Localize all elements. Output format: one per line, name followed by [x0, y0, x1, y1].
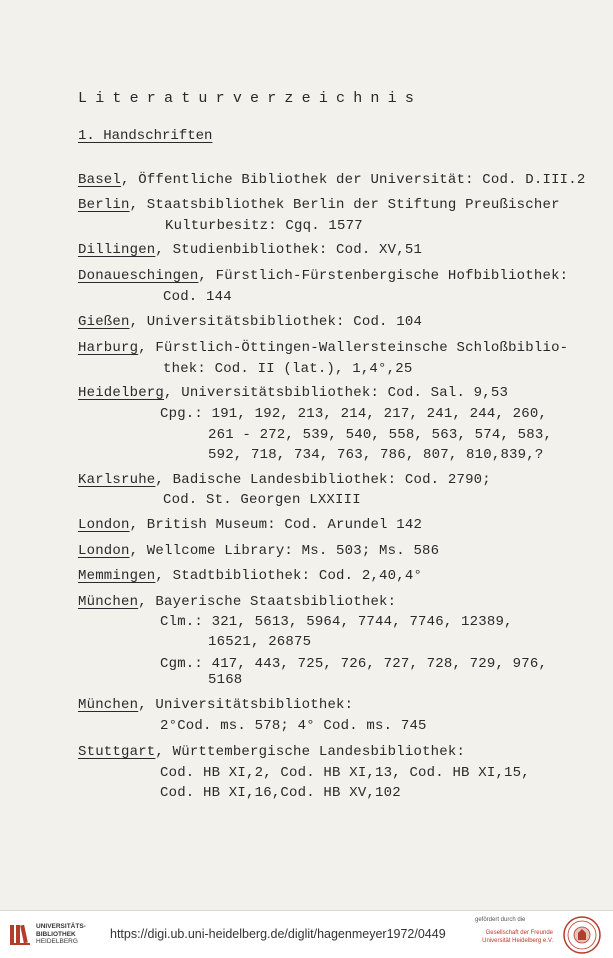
place-name: Gießen	[78, 314, 130, 330]
place-name: Donaueschingen	[78, 268, 199, 284]
place-name: München	[78, 697, 139, 713]
entry-text: , Württembergische Landesbibliothek:	[155, 744, 466, 760]
library-name-line: HEIDELBERG	[36, 938, 78, 945]
viewer-footer	[0, 910, 613, 958]
entry-line	[78, 543, 439, 559]
entry-text: , Fürstlich-Fürstenbergische Hofbibliothek:	[198, 268, 569, 284]
place-name: Harburg	[78, 340, 139, 356]
entry-continuation: Kulturbesitz: Cgq. 1577	[165, 218, 363, 234]
entry-text: , Studienbibliothek: Cod. XV,51	[155, 242, 423, 258]
section-title: 1. Handschriften	[78, 128, 213, 144]
entry-continuation: 592, 718, 734, 763, 786, 807, 810,839,?	[208, 447, 544, 463]
entry-continuation: 261 - 272, 539, 540, 558, 563, 574, 583,	[208, 427, 553, 443]
entry-line	[78, 472, 491, 488]
sponsor-label: gefördert durch die	[475, 917, 526, 923]
sponsor-society	[478, 929, 553, 945]
library-name	[36, 923, 86, 946]
entry-text: , Fürstlich-Öttingen-Wallersteinsche Schloßbiblio-	[138, 340, 569, 356]
entry-continuation: Cod. HB XI,16,Cod. HB XV,102	[160, 785, 401, 801]
place-name: London	[78, 517, 130, 533]
place-name: Basel	[78, 172, 122, 188]
library-logo-icon	[8, 921, 34, 947]
page-heading: Literaturverzeichnis	[78, 90, 423, 107]
society-line: Universität Heidelberg e.V.	[482, 938, 553, 944]
entry-continuation: Cgm.: 417, 443, 725, 726, 727, 728, 729, 976,	[160, 656, 548, 672]
entry-text: , Stadtbibliothek: Cod. 2,40,4°	[155, 568, 423, 584]
entry-line	[78, 744, 465, 760]
place-name: Memmingen	[78, 568, 156, 584]
entry-line	[78, 517, 422, 533]
entry-continuation: 5168	[208, 672, 243, 688]
entry-text: , Staatsbibliothek Berlin der Stiftung Preußischer	[129, 197, 560, 213]
entry-line	[78, 197, 560, 213]
entry-line	[78, 697, 353, 713]
entry-text: , Wellcome Library: Ms. 503; Ms. 586	[129, 543, 440, 559]
entry-line	[78, 242, 422, 258]
entry-line	[78, 385, 508, 401]
entry-line	[78, 594, 396, 610]
entry-line	[78, 268, 568, 284]
place-name: Dillingen	[78, 242, 156, 258]
place-name: Berlin	[78, 197, 130, 213]
entry-line	[78, 314, 422, 330]
university-seal-icon	[562, 915, 602, 955]
place-name: München	[78, 594, 139, 610]
entry-continuation: 2°Cod. ms. 578; 4° Cod. ms. 745	[160, 718, 427, 734]
entry-line	[78, 172, 586, 188]
library-name-line: UNIVERSITÄTS-	[36, 923, 86, 930]
entry-continuation: 16521, 26875	[208, 634, 312, 650]
library-name-line: BIBLIOTHEK	[36, 930, 76, 938]
place-name: Stuttgart	[78, 744, 156, 760]
entry-text: , Universitätsbibliothek:	[138, 697, 354, 713]
place-name: Karlsruhe	[78, 472, 156, 488]
entry-continuation: Cod. 144	[163, 289, 232, 305]
place-name: Heidelberg	[78, 385, 165, 401]
entry-continuation: Cpg.: 191, 192, 213, 214, 217, 241, 244, 260,	[160, 406, 548, 422]
entry-continuation: Cod. HB XI,2, Cod. HB XI,13, Cod. HB XI,15,	[160, 765, 530, 781]
place-name: London	[78, 543, 130, 559]
entry-text: , Öffentliche Bibliothek der Universität: Cod. D.III.2	[121, 172, 586, 188]
entry-line	[78, 340, 568, 356]
entry-line	[78, 568, 422, 584]
entry-continuation: thek: Cod. II (lat.), 1,4°,25	[163, 361, 413, 377]
entry-text: , Universitätsbibliothek: Cod. 104	[129, 314, 423, 330]
entry-text: , Universitätsbibliothek: Cod. Sal. 9,53	[164, 385, 509, 401]
entry-continuation: Cod. St. Georgen LXXIII	[163, 492, 361, 508]
entry-text: , British Museum: Cod. Arundel 142	[129, 517, 423, 533]
entry-text: , Bayerische Staatsbibliothek:	[138, 594, 397, 610]
society-line: Gesellschaft der Freunde	[485, 930, 553, 936]
entry-continuation: Clm.: 321, 5613, 5964, 7744, 7746, 12389,	[160, 614, 513, 630]
entry-text: , Badische Landesbibliothek: Cod. 2790;	[155, 472, 491, 488]
permalink-url[interactable]: https://digi.ub.uni-heidelberg.de/diglit/hagenmeyer1972/0449	[110, 927, 446, 941]
